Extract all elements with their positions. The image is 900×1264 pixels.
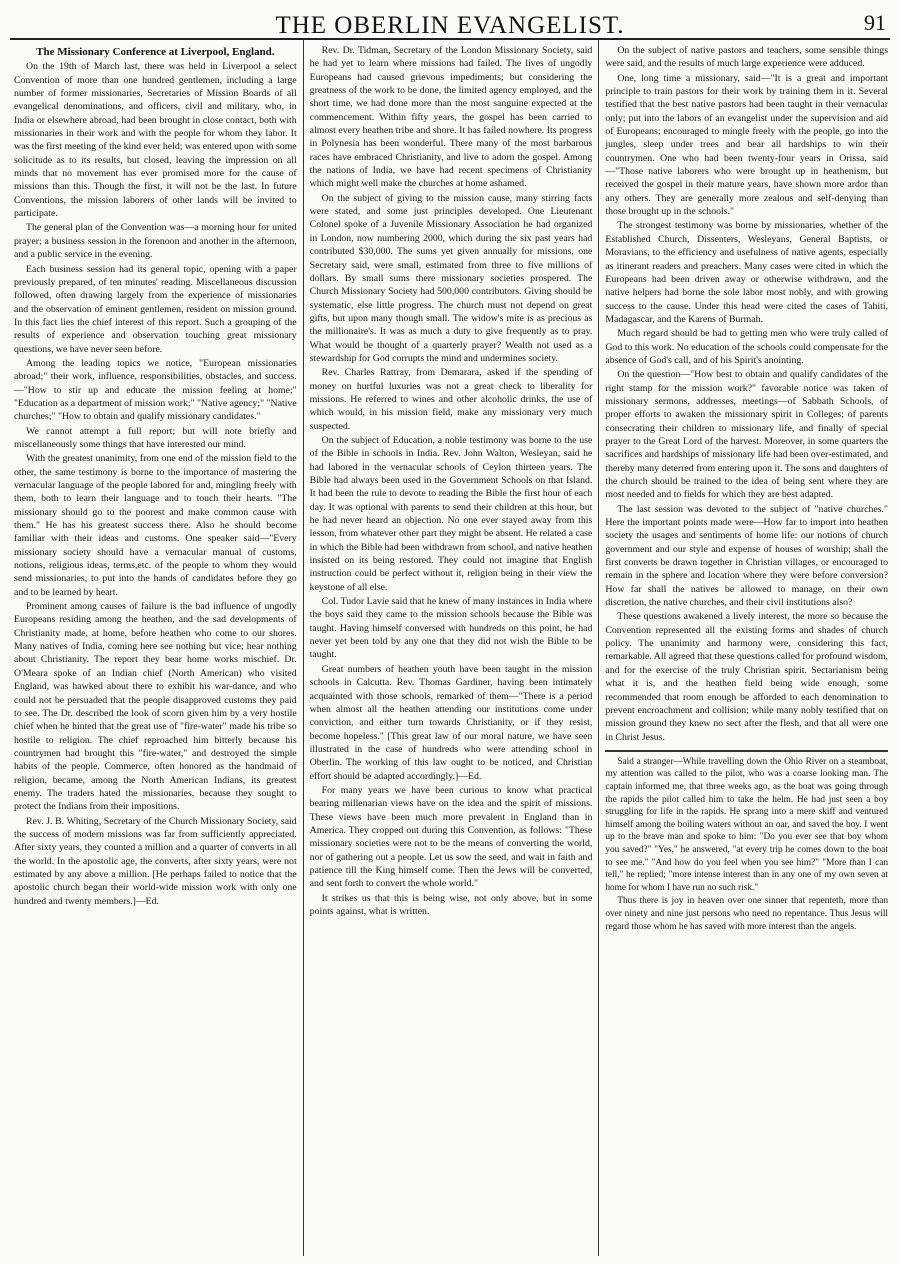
paragraph: With the greatest unanimity, from one end of the mission field to the other, the same testimony is borne to the importance of mastering the vernacular language of the people labored for and, mingling freely with them, both to learn their language and to touch their hearts. "The missionary should go to the poorest and make common cause with them." He has his greatest success there. Also he should become familiar with their ideas and customs. One speaker said—"Every missionary society should have a vernacular manual of customs, notions, religious ideas, terms,etc. of the people to whom they would send missionaries, to put into the hands of candidates before they go and to be learned by heart. — [14, 453, 297, 598]
paragraph: On the question—"How best to obtain and qualify candidates of the right stamp for the mission work?" favorable notice was taken of missionary sermons, addresses, meetings—of Sabbath Schools, of proper efforts to awaken the missionary spirit in Colleges; of parents consecrating their children to missionary life, and finally of special prayer to the Great Lord of the harvest. Moreover, in some quarters the sacrifices and hardships of missionary life had been over-estimated, and thereby many deterred from entering upon it. The sons and daughters of the church should be trained to the idea of being sent where they are most needed and to fields for which they are best adapted. — [605, 369, 889, 501]
article-heading: The Missionary Conference at Liverpool, England. — [36, 46, 275, 58]
paragraph: The strongest testimony was borne by missionaries, whether of the Established Church, Dissenters, Wesleyans, General Baptists, or Moravians, to the efficiency and usefulness of native agents, especially as itinerant readers and preachers. Many cases were cited in which the Europeans had been driven away or otherwise withdrawn, and the native helpers had borne the sole labor most nobly, and with growing success to the cause. Under this head were cited the cases of Tahiti, Madagascar, and the Karens of Burmah. — [605, 220, 889, 325]
page-number: 91 — [864, 10, 886, 35]
paragraph: On the subject of Education, a noble testimony was borne to the use of the Bible in schools in India. Rev. John Walton, Wesleyan, said he had labored in the vernacular schools of Ceylon thirteen years. The Bible had always been used in the Government Schools on that Island. It had been the rule to devote to reading the Bible the first hour of each day. It was optional with parents to send their children at this hour, but he had never heard an objection. No one ever stayed away from this lesson, from whatever other part they might be absent. He related a case in which the Bible had been withdrawn from school, and native heathen insisted on its being restored. They could not imagine that English instruction could be perfect without it, religion being in their view the keystone of all else. — [309, 434, 593, 593]
paragraph: These questions awakened a lively interest, the more so because the Convention represented all the existing forms and shades of church policy. The unanimity and harmony were, considering this fact, remarkable. All agreed that these questions called for profound wisdom, and for the exercise of the truly Christian spirit. Sectarianism being what it is, and the heathen field being wide enough, some recommended that room enough be afforded to each denomination to prevent encroachment and collision; while many nobly testified that on mission ground they knew no sect after the flesh, and that all were one in Christ Jesus. — [605, 611, 889, 743]
paragraph: Great numbers of heathen youth have been taught in the mission schools in Calcutta. Rev. Thomas Gardiner, having been intimately acquainted with those schools, remarked of them—"There is a period when almost all the heathen attending our institutions come under conviction, and either turn towards Christianity, or if they resist, become hopeless." [This great law of our moral nature, we have seen illustrated in the case of hundreds who were attending school in Oberlin. The working of this law ought to be noticed, and Christian effort should be adapted accordingly.]—Ed. — [309, 663, 593, 782]
article-columns — [8, 40, 894, 1256]
newspaper-title: THE OBERLIN EVANGELIST. — [275, 12, 625, 39]
paragraph: The last session was devoted to the subject of "native churches." Here the important points made were—How far to import into heathen society the usages and sentiments of home life: our notions of church government and our style and expense of houses of worship; shall the first converts be drawn together in Christian villages, or encouraged to remain in the sphere and location where they were before conversion? How far shall the natives be allowed to manage, on their own discretion, the native churches, and their civil institutions also? — [605, 503, 889, 609]
column-1 — [8, 40, 303, 1256]
paragraph: It strikes us that this is being wise, not only above, but in some points against, what is written. — [309, 892, 593, 917]
masthead — [10, 6, 890, 40]
paragraph: Each business session had its general topic, opening with a paper previously prepared, of ten minutes' reading. Miscellaneous discussion followed, often drawing largely from the experience of missionaries and the observation of eminent gentlemen, resident on mission ground. In this fact lies the chief interest of this report. Such a grouping of the results of experience and observation touching great missionary questions, we have never seen before. — [14, 263, 297, 355]
section-divider — [605, 750, 888, 752]
paragraph: The general plan of the Convention was—a morning hour for united prayer; a business session in the forenoon and another in the afternoon, and a public service in the evening. — [14, 222, 297, 261]
paragraph: Among the leading topics we notice, "European missionaries abroad;" their work, influence, responsibilities, obstacles, and success.—"How to stir up and educate the mission feeling at home;" "Education as a department of mission work;" "Native agency;" "Native churches;" "How to obtain and qualify missionary candidates." — [14, 357, 297, 423]
paragraph: Much regard should be had to getting men who were truly called of God to this work. No education of the schools could compensate for the absence of God's call, and of his Spirit's anointing. — [605, 328, 889, 366]
paragraph: One, long time a missionary, said—"It is a great and important principle to train pastors for their work by training them in it. Several testified that the best native pastors had been taught in their vernacular only; put into the labors of an evangelist under the supervision and aid of Europeans; encouraged to mingle freely with the people, go into the jungles, sleep under trees and bear all hardships to win their countrymen. One who had been twenty-four years in Orissa, said—"Those native laborers who were brought up in heathenism, but received the gospel in their mature years, have shown more ardor than any others. They are generally more zealous and self-denying than those brought up in the schools." — [605, 72, 889, 218]
paragraph: Rev. J. B. Whiting, Secretary of the Church Missionary Society, said the success of modern missions was far from sufficiently appreciated. After sixty years, they counted a million and a quarter of converts in all the world. In the apostolic age, the converts, after sixty years, were not estimated by any above a million. [He perhaps failed to notice that the apostolic church began their world-wide mission work with only one hundred and twenty members.]—Ed. — [14, 815, 297, 907]
paragraph: We cannot attempt a full report; but will note briefly and miscellaneously some things that have interested our mind. — [14, 425, 297, 450]
paragraph: On the subject of native pastors and teachers, some sensible things were said, and the results of much large experience were adduced. — [605, 45, 889, 70]
story-paragraph: Thus there is joy in heaven over one sinner that repenteth, more than over ninety and nine just persons who need no repentance. Thus Jesus will regard those whom he has saved with more interest than the angels. — [605, 896, 889, 932]
column-3 — [598, 40, 894, 1256]
story-paragraph: Said a stranger—While travelling down the Ohio River on a steamboat, my attention was called to the pilot, who was a coarse looking man. The captain informed me, that three weeks ago, as the boat was going through the rapids the pilot called him to take the helm. He had just seen a boy struggling for life in the rapids. He sprang into a mere skiff and ventured himself among the boiling waters without an oar, and saved the boy. I went up to the brave man and spoke to him: "Do you ever see that boy whom you saved?" "Yes," he answered, "at every trip he comes down to the boat to see me." "And how do you feel when you see him?" "More than I can tell," he replied; "more intense interest than in any one of my own seven at home for whom I have run no such risk." — [605, 756, 889, 893]
paragraph: On the 19th of March last, there was held in Liverpool a select Convention of more than one hundred gentlemen, including a large number of former missionaries, Secretaries of Mission Boards of all evangelical denominations, and officers, civil and military, who, in India or elsewhere abroad, had been brought in close contact, both with missionaries in their work and with the people for whom they labor. It was the first meeting of the kind ever held; was entered upon with some solicitude as to its results, but closed, leaving the impression on all minds that no movement has ever promised more for the cause of missions than this. Though the first, it will not be the last. In future Conventions, the mission laborers of other lands will be invited to participate. — [14, 61, 297, 220]
paragraph: On the subject of giving to the mission cause, many stirring facts were stated, and some just principles developed. One Lieutenant Colonel spoke of a Juvenile Missionary Association he had organized in London, now numbering 2000, which during the six past years had contributed $30,000. The sums yet given annually for missions, one Secretary said, were small, estimated from three to five millions of dollars. By small sums there missionary societies prospered. The Church Missionary Society had 500,000 contributors. Giving should be systematic, else little progress. The church must not depend on great gifts, but upon many though small. The widow's mite is as precious as the millionaire's. It was as much a duty to give frequently as to pray. What would be thought of a quarterly prayer? Wealth not used as a stewardship for God corrupts the mind and undermines society. — [309, 192, 593, 364]
column-2 — [303, 40, 599, 1256]
paragraph: For many years we have been curious to know what practical bearing millenarian views have on the idea and the spirit of missions. These views have been much more prevalent in England than in America. They cropped out during this Convention, as follows: "These missionary societies were not to be the means of converting the world, nor of gathering out a people. Let us sow the seed, and wait in faith and patience till the King himself come. Then the Jews will be converted, and sent forth to convert the whole world." — [309, 784, 593, 890]
paragraph: Col. Tudor Lavie said that he knew of many instances in India where the boys said they came to the mission schools because the Bible was taught. Having himself conversed with hundreds on this point, he had never yet been told by any one that they did not wish the Bible to be taught. — [309, 596, 593, 661]
paragraph: Rev. Dr. Tidman, Secretary of the London Missionary Society, said he had yet to learn where missions had failed. The lives of ungodly Europeans had caused grievous impediments; but considering the greatness of the work to be done, the limited agency employed, and the short time, we had done more than the most sanguine expected at the commencement. Within fifty years, the gospel has been carried to almost every heathen tribe and shore. It has failed nowhere. Its progress in Polynesia has been wonderful. There many of the most barbarous races have embraced Christianity, and live to adorn the gospel. Among the nations of India, we have had recent specimens of Christianity which might well make the churches at home ashamed. — [309, 45, 593, 190]
paragraph: Rev. Charles Rattray, from Demarara, asked if the spending of money on hurtful luxuries was not a great check to liberality for missions. He referred to wines and other alcoholic drinks, the use of which would, in his mission field, make any missionary very much suspected. — [309, 367, 593, 432]
paragraph: Prominent among causes of failure is the bad influence of ungodly Europeans residing among the heathen, and the sad developments of Christianity made, at home, before heathen who come to our shores. Many natives of India, coming here see nothing but vice; hear nothing about Christianity. The report they bear home works mischief. Dr. O'Meara spoke of an Indian chief (North American) who visited England, was hawked about there to exhibit his war-dance, and who could not be persuaded that the people disapproved customs they paid to see. The Dr. described the look of scorn given him by a very hostile chief when he hinted that the great use of "fire-water" made his tribe so hostile to religion. The chief reproached him bitterly because his countrymen had brought this "fire-water," and destroyed the simple habits of the people. Commerce, often honored as the handmaid of religion, became, among the North American Indians, its greatest enemy. The traders hated the missionaries, because they sought to protect the Indians from their impositions. — [14, 601, 297, 813]
